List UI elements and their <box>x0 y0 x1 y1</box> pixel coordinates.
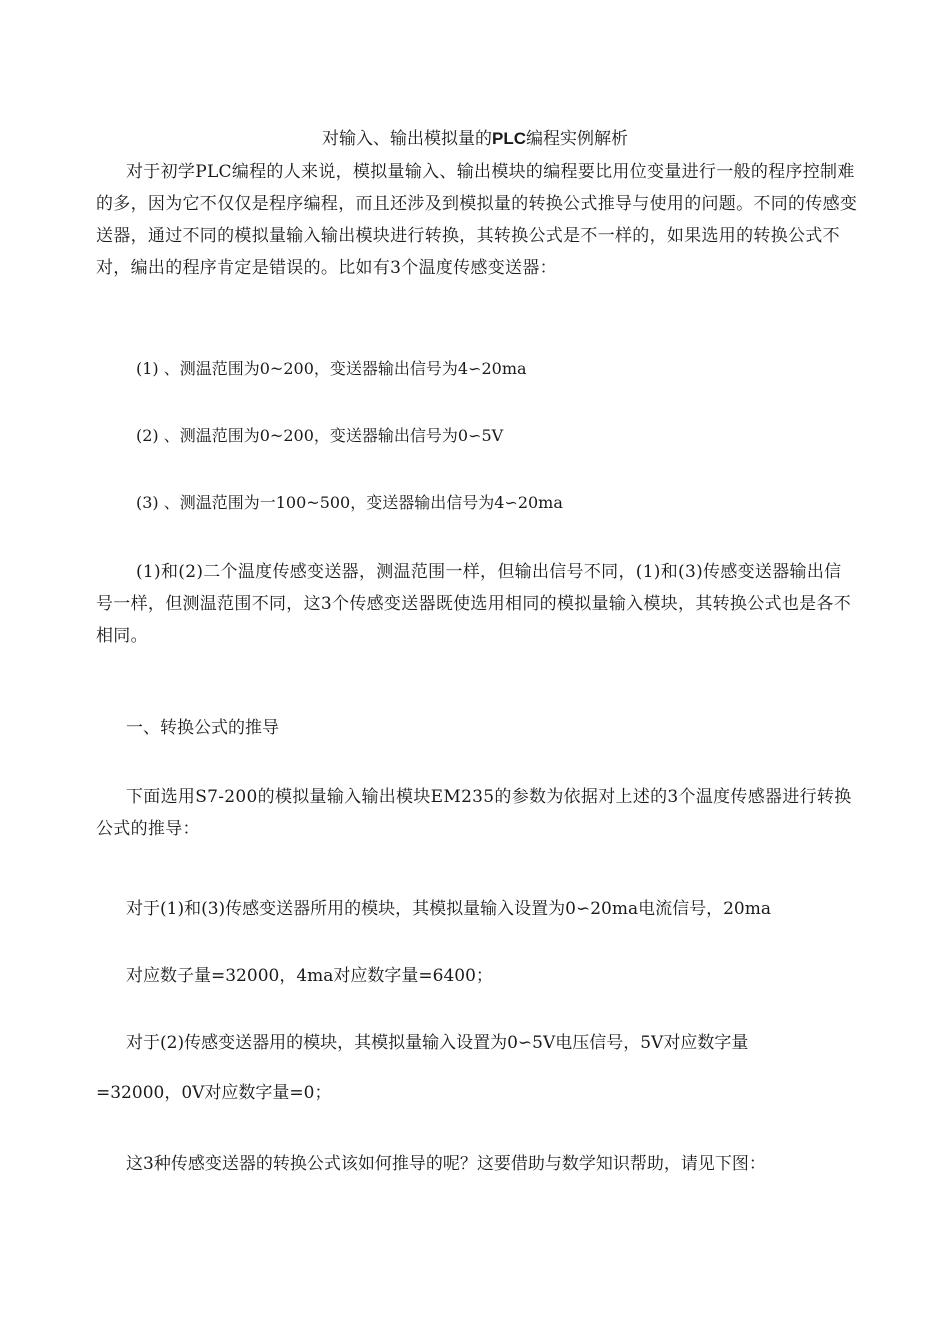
basis-paragraph: 下面选用S7-200的模拟量输入输出模块EM235的参数为依据对上述的3个温度传感器进行转换公式的推导： <box>96 787 852 839</box>
title-prefix: 对输入、输出模拟量的 <box>322 129 492 149</box>
intro-paragraph: 对于初学PLC编程的人来说，模拟量输入、输出模块的编程要比用位变量进行一般的程序控制难的多，因为它不仅仅是程序编程，而且还涉及到模拟量的转换公式推导与使用的问题。不同的传感变送器，通过不同的模拟量输入输出模块进行转换，其转换公式是不一样的，如果选用的转换公式不对，编出的程序肯定是错误的。比如有3个温度传感变送器： <box>96 162 858 278</box>
sensor-item-1: (1) 、测温范围为0~200，变送器输出信号为4∽20ma <box>136 359 527 378</box>
voltage-setting-line-1: 对于(2)传感变送器用的模块，其模拟量输入设置为0∽5V电压信号，5V对应数字量 <box>126 1033 749 1053</box>
sensor-item-3: (3) 、测温范围为一100~500，变送器输出信号为4∽20ma <box>136 493 563 512</box>
current-setting-line-1: 对于(1)和(3)传感变送器所用的模块，其模拟量输入设置为0∽20ma电流信号，20ma <box>126 899 771 919</box>
closing-paragraph: 这3种传感变送器的转换公式该如何推导的呢？这要借助与数学知识帮助，请见下图： <box>126 1154 766 1174</box>
comparison-paragraph: (1)和(2)二个温度传感变送器，测温范围一样，但输出信号不同，(1)和(3)传感变送器输出信号一样，但测温范围不同，这3个传感变送器既使选用相同的模拟量输入模块，其转换公式也是各不相同。 <box>96 562 852 646</box>
sensor-item-2: (2) 、测温范围为0~200，变送器输出信号为0∽5V <box>136 426 504 445</box>
voltage-setting-line-2: =32000，0V对应数字量=0； <box>96 1083 332 1103</box>
title-plc: PLC <box>492 129 526 148</box>
document-title <box>0 126 950 152</box>
title-suffix: 编程实例解析 <box>526 129 628 149</box>
section-heading: 一、转换公式的推导 <box>126 718 279 738</box>
current-setting-line-2: 对应数子量=32000，4ma对应数字量=6400； <box>126 966 493 986</box>
